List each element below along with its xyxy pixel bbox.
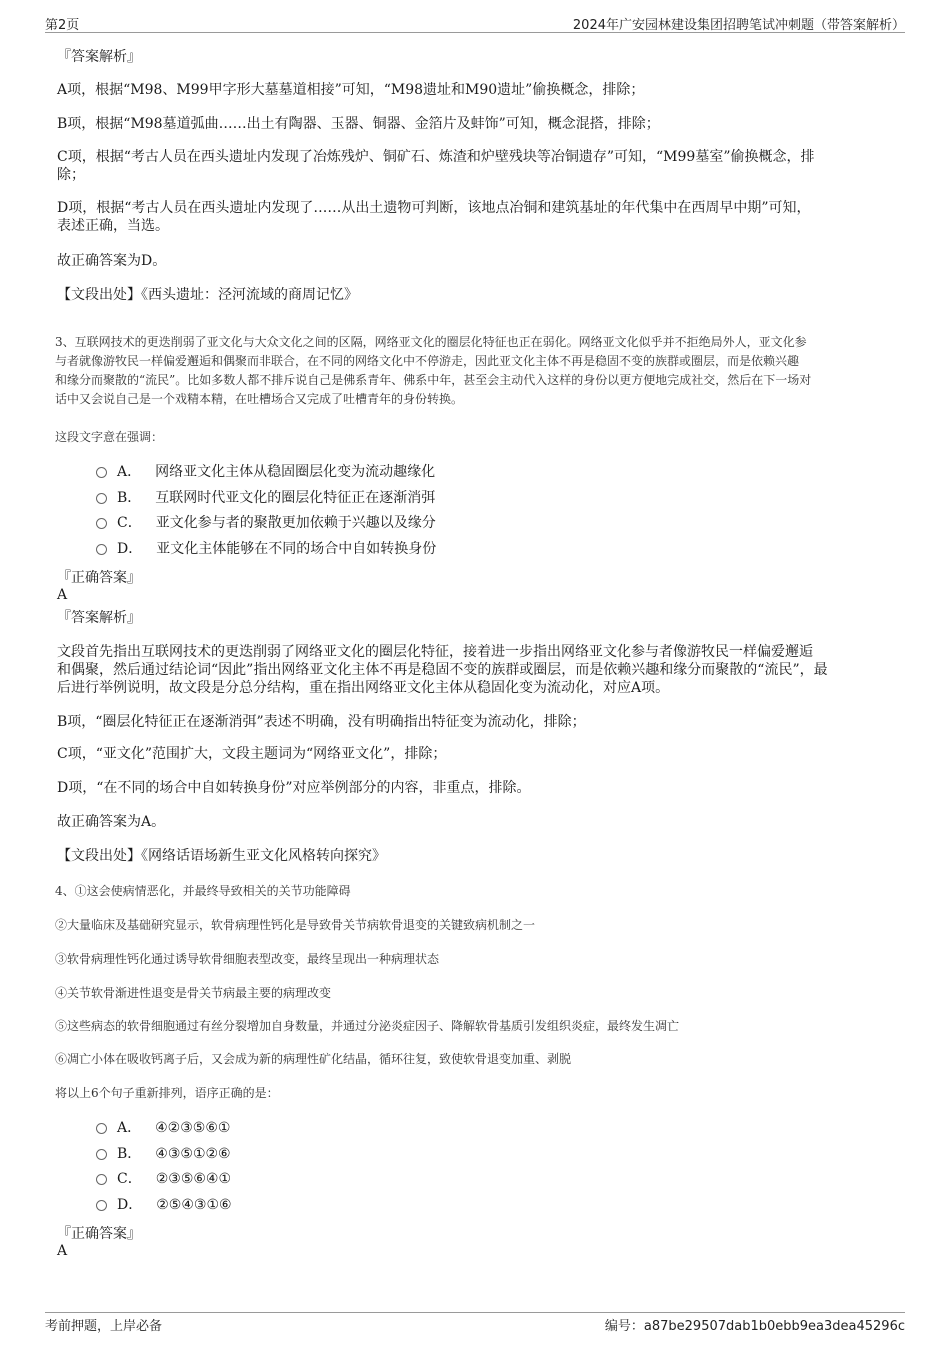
footer-slogan: 考前押题，上岸必备: [45, 1319, 163, 1334]
q3-analysis-c: C项，“亚文化”范围扩大，文段主题词为“网络亚文化”，排除；: [57, 746, 447, 762]
q4-sentence: ⑥凋亡小体在吸收钙离子后，又会成为新的病理性矿化结晶，循环往复，致使软骨退变加重、剥脱: [55, 1052, 572, 1066]
option-text: ②⑤④③①⑥: [156, 1197, 232, 1213]
q2-source: 【文段出处】《西头遗址：泾河流域的商周记忆》: [57, 287, 358, 303]
q4-correct-answer: A: [57, 1243, 68, 1259]
q2-analysis-a: A项，根据“M98、M99甲字形大墓墓道相接”可知，“M98遗址和M90遗址”偷换概念，排除；: [57, 82, 645, 98]
document-title: 2024年广安园林建设集团招聘笔试冲刺题（带答案解析）: [572, 18, 905, 33]
q4-sentence: ⑤这些病态的软骨细胞通过有丝分裂增加自身数量，并通过分泌炎症因子、降解软骨基质引发组织炎症，最终发生凋亡: [55, 1019, 680, 1033]
q3-option-d[interactable]: [96, 541, 436, 558]
q4-correct-label: 『正确答案』: [57, 1226, 141, 1242]
option-text: ④②③⑤⑥①: [155, 1120, 231, 1136]
q2-analysis-b: B项，根据“M98墓道弧曲……出土有陶器、玉器、铜器、金箔片及蚌饰”可知，概念混搭，排除；: [57, 116, 660, 132]
q4-sentence: ②大量临床及基础研究显示，软骨病理性钙化是导致骨关节病软骨退变的关键致病机制之一: [55, 918, 536, 932]
q3-correct-answer: A: [57, 587, 68, 603]
option-letter: C．: [117, 515, 142, 531]
q2-analysis-d-line1: D项，根据“考古人员在西头遗址内发现了……从出土遗物可判断，该地点冶铜和建筑基址的年代集中在西周早中期”可知，: [57, 200, 811, 216]
q4-sentence: 4、①这会使病情恶化，并最终导致相关的关节功能障碍: [55, 884, 351, 898]
radio-button-icon[interactable]: [96, 1200, 107, 1211]
q3-prompt: 这段文字意在强调：: [55, 430, 164, 444]
q3-analysis-d: D项，“在不同的场合中自如转换身份”对应举例部分的内容，非重点，排除。: [57, 780, 531, 796]
q3-option-a[interactable]: [96, 464, 435, 481]
page-footer: [45, 1312, 905, 1333]
q3-stem-line: 话中又会说自己是一个戏精本精，在吐槽场合又完成了吐槽青年的身份转换。: [55, 392, 464, 406]
q3-source: 【文段出处】《网络话语场新生亚文化风格转向探究》: [57, 848, 386, 864]
option-text: 互联网时代亚文化的圈层化特征正在逐渐消弭: [155, 490, 436, 506]
q2-analysis-d-line2: 表述正确，当选。: [57, 218, 169, 234]
q3-stem-line: 和缘分而聚散的“流民”。比如多数人都不排斥说自己是佛系青年、佛系中年，甚至会主动代入这样的身份以更方便地完成社交，然后在下一场对: [55, 373, 812, 387]
radio-button-icon[interactable]: [96, 467, 107, 478]
q4-option-a[interactable]: [96, 1120, 230, 1137]
q2-analysis-c-line1: C项，根据“考古人员在西头遗址内发现了冶炼残炉、铜矿石、炼渣和炉壁残块等冶铜遗存”可知，“M99墓室”偷换概念，排: [57, 149, 815, 165]
radio-button-icon[interactable]: [96, 493, 107, 504]
q3-analysis-line: 后进行举例说明，故文段是分总分结构，重在指出网络亚文化主体从稳固化变为流动化，对应A项。: [57, 680, 670, 696]
q3-conclusion: 故正确答案为A。: [57, 814, 166, 830]
option-text: 网络亚文化主体从稳固圈层化变为流动趣缘化: [155, 464, 436, 480]
radio-button-icon[interactable]: [96, 1123, 107, 1134]
radio-button-icon[interactable]: [96, 1149, 107, 1160]
page-header: [45, 14, 905, 33]
q3-correct-label: 『正确答案』: [57, 570, 141, 586]
q4-prompt: 将以上6个句子重新排列，语序正确的是：: [55, 1086, 279, 1100]
option-letter: D．: [117, 541, 143, 557]
option-letter: D．: [117, 1197, 143, 1213]
option-letter: B．: [117, 1146, 142, 1162]
q3-option-b[interactable]: [96, 490, 435, 507]
option-letter: C．: [117, 1171, 142, 1187]
q2-analysis-label: 『答案解析』: [57, 49, 141, 65]
q4-option-d[interactable]: [96, 1197, 232, 1214]
q3-option-c[interactable]: [96, 515, 436, 532]
q3-stem-line: 3、互联网技术的更迭削弱了亚文化与大众文化之间的区隔，网络亚文化的圈层化特征也正在弱化。网络亚文化似乎并不拒绝局外人，亚文化参: [55, 335, 807, 349]
q4-sentence: ④关节软骨渐进性退变是骨关节病最主要的病理改变: [55, 986, 332, 1000]
option-letter: A．: [117, 464, 142, 480]
q2-conclusion: 故正确答案为D。: [57, 253, 167, 269]
option-text: 亚文化主体能够在不同的场合中自如转换身份: [156, 541, 437, 557]
option-text: ④③⑤①②⑥: [155, 1146, 231, 1162]
radio-button-icon[interactable]: [96, 518, 107, 529]
q4-sentence: ③软骨病理性钙化通过诱导软骨细胞表型改变，最终呈现出一种病理状态: [55, 952, 440, 966]
q3-analysis-line: 文段首先指出互联网技术的更迭削弱了网络亚文化的圈层化特征，接着进一步指出网络亚文化参与者像游牧民一样偏爱邂逅: [57, 644, 813, 660]
q4-option-c[interactable]: [96, 1171, 231, 1188]
option-letter: A．: [117, 1120, 142, 1136]
radio-button-icon[interactable]: [96, 1174, 107, 1185]
q3-stem-line: 与者就像游牧民一样偏爱邂逅和偶聚而非联合，在不同的网络文化中不停游走，因此亚文化主体不再是稳固不变的族群或圈层，而是依赖兴趣: [55, 354, 800, 368]
page-number: 第2页: [45, 18, 80, 33]
option-text: ②③⑤⑥④①: [155, 1171, 232, 1187]
radio-button-icon[interactable]: [96, 544, 107, 555]
q3-analysis-label: 『答案解析』: [57, 610, 141, 626]
q2-analysis-c-line2: 除；: [57, 167, 85, 183]
q3-analysis-line: 和偶聚，然后通过结论词“因此”指出网络亚文化主体不再是稳固不变的族群或圈层，而是依赖兴趣和缘分而聚散的“流民”，最: [57, 662, 828, 678]
q3-analysis-b: B项，“圈层化特征正在逐渐消弭”表述不明确，没有明确指出特征变为流动化，排除；: [57, 714, 586, 730]
document-serial-number: 编号：a87be29507dab1b0ebb9ea3dea45296c: [604, 1319, 905, 1334]
q4-option-b[interactable]: [96, 1146, 231, 1163]
option-text: 亚文化参与者的聚散更加依赖于兴趣以及缘分: [155, 515, 436, 531]
option-letter: B．: [117, 490, 142, 506]
